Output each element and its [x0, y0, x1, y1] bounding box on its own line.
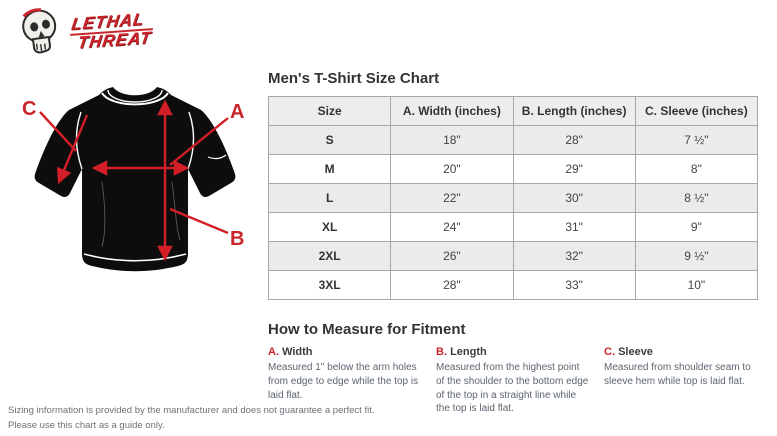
measure-letter: B. [436, 346, 447, 358]
size-chart-title: Men's T-Shirt Size Chart [268, 70, 440, 87]
cell-size: M [269, 155, 391, 184]
table-row [269, 242, 758, 271]
table-header-row [269, 97, 758, 126]
column-header-width: A. Width (inches) [391, 97, 513, 126]
column-header-sleeve: C. Sleeve (inches) [635, 97, 757, 126]
size-chart-content [268, 70, 758, 416]
cell-width: 22" [391, 184, 513, 213]
cell-length: 33" [513, 271, 635, 300]
table-row [269, 155, 758, 184]
cell-width: 18" [391, 126, 513, 155]
cell-width: 28" [391, 271, 513, 300]
table-row [269, 271, 758, 300]
tshirt-silhouette [35, 87, 236, 271]
column-header-size: Size [269, 97, 391, 126]
skull-icon [14, 6, 68, 58]
cell-length: 28" [513, 126, 635, 155]
how-to-measure-title: How to Measure for Fitment [268, 321, 466, 338]
table-row [269, 213, 758, 242]
measure-description: Measured from shoulder seam to sleeve hem while top is laid flat. [604, 362, 751, 387]
measure-description: Measured 1" below the arm holes from edge to edge while the top is laid flat. [268, 362, 419, 401]
brand-word-threat: THREAT [76, 28, 153, 53]
measure-heading [268, 346, 422, 358]
table-row [269, 184, 758, 213]
measure-col-length [436, 346, 590, 416]
cell-width: 24" [391, 213, 513, 242]
cell-sleeve: 7 ½" [635, 126, 757, 155]
size-chart-table [268, 96, 758, 300]
cell-sleeve: 10" [635, 271, 757, 300]
column-header-length: B. Length (inches) [513, 97, 635, 126]
cell-size: S [269, 126, 391, 155]
tshirt-measurement-diagram [2, 62, 264, 310]
measure-label: Sleeve [618, 346, 653, 358]
measure-col-sleeve [604, 346, 758, 416]
cell-size: L [269, 184, 391, 213]
measure-letter: A. [268, 346, 279, 358]
cell-size: XL [269, 213, 391, 242]
cell-width: 20" [391, 155, 513, 184]
cell-width: 26" [391, 242, 513, 271]
sizing-disclaimer [8, 404, 375, 433]
measure-letter: C. [604, 346, 615, 358]
cell-sleeve: 9" [635, 213, 757, 242]
diagram-label-b: B [230, 228, 245, 250]
measure-heading [436, 346, 590, 358]
brand-word-lethal: LETHAL [70, 11, 155, 36]
brand-wordmark [68, 11, 156, 53]
cell-length: 31" [513, 213, 635, 242]
cell-sleeve: 8 ½" [635, 184, 757, 213]
cell-size: 3XL [269, 271, 391, 300]
cell-length: 30" [513, 184, 635, 213]
cell-length: 29" [513, 155, 635, 184]
measure-label: Width [282, 346, 313, 358]
tshirt-diagram-svg [2, 62, 264, 310]
measure-label: Length [450, 346, 487, 358]
lethal-threat-logo [14, 6, 153, 58]
cell-sleeve: 8" [635, 155, 757, 184]
diagram-label-a: A [230, 101, 245, 123]
disclaimer-line-2: Please use this chart as a guide only. [8, 419, 165, 431]
disclaimer-line-1: Sizing information is provided by the manufacturer and does not guarantee a perfect fit. [8, 405, 375, 416]
cell-sleeve: 9 ½" [635, 242, 757, 271]
table-row [269, 126, 758, 155]
measure-heading [604, 346, 758, 358]
cell-size: 2XL [269, 242, 391, 271]
measure-description: Measured from the highest point of the shoulder to the bottom edge of the top in a straight line while the top is laid flat. [436, 362, 589, 415]
cell-length: 32" [513, 242, 635, 271]
diagram-label-c: C [22, 98, 37, 120]
